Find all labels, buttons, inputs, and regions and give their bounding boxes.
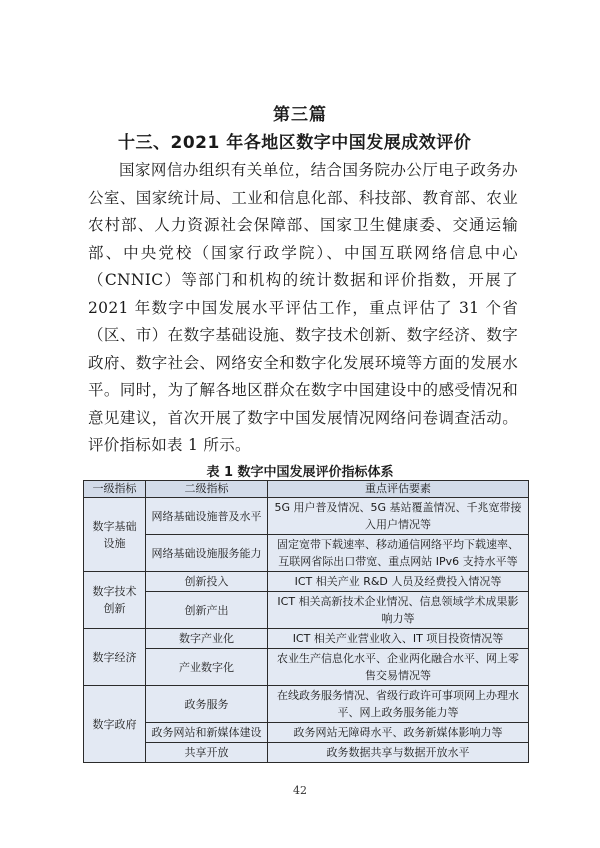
level2-cell: 共享开放 xyxy=(146,743,268,763)
header-level1: 一级指标 xyxy=(84,481,146,498)
table-row xyxy=(84,572,529,592)
level2-cell: 产业数字化 xyxy=(146,649,268,686)
part-title: 第三篇 xyxy=(273,105,327,125)
body-text xyxy=(88,157,518,460)
factors-cell: ICT 相关产业营业收入、IT 项目投资情况等 xyxy=(268,629,529,649)
table-row xyxy=(84,686,529,723)
factors-cell: 在线政务服务情况、省级行政许可事项网上办理水平、网上政务服务能力等 xyxy=(268,686,529,723)
page-number: 42 xyxy=(293,784,307,797)
indicator-table xyxy=(83,480,529,763)
level2-cell: 创新投入 xyxy=(146,572,268,592)
header-level2: 二级指标 xyxy=(146,481,268,498)
table-row xyxy=(84,629,529,649)
factors-cell: ICT 相关产业 R&D 人员及经费投入情况等 xyxy=(268,572,529,592)
level1-cell: 数字基础设施 xyxy=(84,498,146,572)
table-header-row xyxy=(84,481,529,498)
factors-cell: 政务数据共享与数据开放水平 xyxy=(268,743,529,763)
section-heading: 十三、2021 年各地区数字中国发展成效评价 xyxy=(118,133,472,153)
level1-cell: 数字技术创新 xyxy=(84,572,146,629)
factors-cell: ICT 相关高新技术企业情况、信息领域学术成果影响力等 xyxy=(268,592,529,629)
factors-cell: 固定宽带下载速率、移动通信网络平均下载速率、互联网省际出口带宽、重点网站 IPv6 支持水平等 xyxy=(268,535,529,572)
paragraph: 国家网信办组织有关单位，结合国务院办公厅电子政务办公室、国家统计局、工业和信息化部、科技部、教育部、农业农村部、人力资源社会保障部、国家卫生健康委、交通运输部、中央党校（国家行政学院）、中国互联网络信息中心（CNNIC）等部门和机构的统计数据和评价指数，开展了 2021 年数字中国发展水平评估工作，重点评估了 31 个省（区、市）在数字基础设施、数字技术创新、数字经济、数字政府、数字社会、网络安全和数字化发展环境等方面的发展水平。同时，为了解各地区群众在数字中国建设中的感受情况和意见建议，首次开展了数字中国发展情况网络问卷调查活动。评价指标如表 1 所示。 xyxy=(88,161,518,454)
table-row xyxy=(84,649,529,686)
level2-cell: 政务服务 xyxy=(146,686,268,723)
level1-cell: 数字经济 xyxy=(84,629,146,686)
table-row xyxy=(84,723,529,743)
level2-cell: 网络基础设施普及水平 xyxy=(146,498,268,535)
level1-cell: 数字政府 xyxy=(84,686,146,763)
level2-cell: 创新产出 xyxy=(146,592,268,629)
factors-cell: 政务网站无障碍水平、政务新媒体影响力等 xyxy=(268,723,529,743)
level2-cell: 政务网站和新媒体建设 xyxy=(146,723,268,743)
table-row xyxy=(84,592,529,629)
table-row xyxy=(84,743,529,763)
header-factors: 重点评估要素 xyxy=(268,481,529,498)
table-caption: 表 1 数字中国发展评价指标体系 xyxy=(206,465,394,480)
table-row xyxy=(84,535,529,572)
factors-cell: 农业生产信息化水平、企业两化融合水平、网上零售交易情况等 xyxy=(268,649,529,686)
factors-cell: 5G 用户普及情况、5G 基站覆盖情况、千兆宽带接入用户情况等 xyxy=(268,498,529,535)
table-row xyxy=(84,498,529,535)
level2-cell: 网络基础设施服务能力 xyxy=(146,535,268,572)
level2-cell: 数字产业化 xyxy=(146,629,268,649)
